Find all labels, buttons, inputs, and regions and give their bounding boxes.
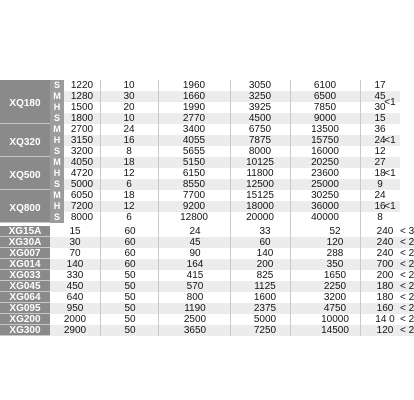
data-cell: 50 xyxy=(100,281,160,292)
data-cell: 45 xyxy=(160,237,230,248)
data-cell: 10000 xyxy=(300,314,370,325)
data-cell: 23600 xyxy=(290,168,360,179)
data-cell: 6050 xyxy=(64,190,100,201)
data-cell: 3250 xyxy=(230,91,290,102)
data-cell: 4720 xyxy=(64,168,100,179)
data-cell: 350 xyxy=(300,259,370,270)
data-cell: 2700 xyxy=(64,124,100,135)
data-cell: 5000 xyxy=(64,179,100,190)
model-label: XG064 xyxy=(0,292,50,303)
data-cell: 5000 xyxy=(230,314,300,325)
data-cell: 164 xyxy=(160,259,230,270)
data-cell: < 2 xyxy=(400,303,414,314)
data-cell: 12 xyxy=(100,201,158,212)
data-cell: 800 xyxy=(160,292,230,303)
data-cell: 40000 xyxy=(290,212,360,223)
column-rule xyxy=(100,80,101,336)
data-cell: 8000 xyxy=(230,146,290,157)
data-cell: 3650 xyxy=(160,325,230,336)
model-label: XQ180 xyxy=(0,80,50,124)
data-cell: 330 xyxy=(50,270,100,281)
data-cell: 7250 xyxy=(230,325,300,336)
model-label: XG300 xyxy=(0,325,50,336)
data-cell: 1990 xyxy=(158,102,230,113)
data-cell: 16 xyxy=(360,201,400,212)
data-cell: 4750 xyxy=(300,303,370,314)
data-cell: 16000 xyxy=(290,146,360,157)
model-label: XQ500 xyxy=(0,157,50,190)
data-cell: 14500 xyxy=(300,325,370,336)
data-cell: 3150 xyxy=(64,135,100,146)
data-cell: 14 0 xyxy=(370,314,400,325)
data-cell: 240 xyxy=(370,248,400,259)
type-letter: S xyxy=(50,80,64,91)
data-cell: 10 xyxy=(100,80,158,91)
type-letter: M xyxy=(50,157,64,168)
data-cell: 9000 xyxy=(290,113,360,124)
model-label: XQ800 xyxy=(0,190,50,223)
data-cell: 4050 xyxy=(64,157,100,168)
data-cell: 2900 xyxy=(50,325,100,336)
data-cell: 50 xyxy=(100,270,160,281)
data-cell: < 2 xyxy=(400,259,414,270)
column-rule xyxy=(230,80,231,336)
type-letter: H xyxy=(50,135,64,146)
data-cell: 60 xyxy=(100,248,160,259)
model-label: XG045 xyxy=(0,281,50,292)
data-cell: 90 xyxy=(160,248,230,259)
data-cell: 24 xyxy=(360,190,400,201)
data-cell: 4055 xyxy=(158,135,230,146)
data-cell: 12500 xyxy=(230,179,290,190)
data-cell: 2770 xyxy=(158,113,230,124)
data-cell: 60 xyxy=(100,237,160,248)
data-cell: 2250 xyxy=(300,281,370,292)
model-label: XG200 xyxy=(0,314,50,325)
data-cell: 70 xyxy=(50,248,100,259)
data-cell: 950 xyxy=(50,303,100,314)
data-cell: 640 xyxy=(50,292,100,303)
data-cell: 1960 xyxy=(158,80,230,91)
data-cell: 6 xyxy=(100,212,158,223)
data-cell: 6100 xyxy=(290,80,360,91)
data-cell: 5655 xyxy=(158,146,230,157)
data-cell: 1650 xyxy=(300,270,370,281)
data-cell: 180 xyxy=(370,292,400,303)
type-letter: M xyxy=(50,91,64,102)
data-cell: 160 xyxy=(370,303,400,314)
data-cell: 12 xyxy=(100,168,158,179)
data-cell: 7850 xyxy=(290,102,360,113)
data-cell: 24 xyxy=(360,135,400,146)
data-cell: 8000 xyxy=(64,212,100,223)
data-cell: 27 xyxy=(360,157,400,168)
data-cell: 6750 xyxy=(230,124,290,135)
data-cell: 50 xyxy=(100,325,160,336)
data-cell: < 2 xyxy=(400,270,414,281)
data-cell: < 2 xyxy=(400,248,414,259)
data-cell: < 2 xyxy=(400,292,414,303)
data-cell: < 2 xyxy=(400,237,414,248)
data-cell: 15750 xyxy=(290,135,360,146)
type-letter: S xyxy=(50,113,64,124)
data-cell: 288 xyxy=(300,248,370,259)
data-cell: 5150 xyxy=(158,157,230,168)
data-cell: 7700 xyxy=(158,190,230,201)
data-cell: 4500 xyxy=(230,113,290,124)
data-cell: 8 xyxy=(360,212,400,223)
column-rule xyxy=(290,80,291,336)
data-cell: 18 xyxy=(100,190,158,201)
data-cell: < 2 xyxy=(400,325,414,336)
data-cell: 18000 xyxy=(230,201,290,212)
data-cell: 140 xyxy=(50,259,100,270)
data-cell: 450 xyxy=(50,281,100,292)
data-cell: 415 xyxy=(160,270,230,281)
data-cell: 9 xyxy=(360,179,400,190)
data-cell: 9200 xyxy=(158,201,230,212)
data-cell: 60 xyxy=(100,226,160,237)
model-label: XG15A xyxy=(0,226,50,237)
model-label: XG014 xyxy=(0,259,50,270)
data-cell: 3050 xyxy=(230,80,290,91)
data-cell: 140 xyxy=(230,248,300,259)
data-cell: 24 xyxy=(160,226,230,237)
type-letter: S xyxy=(50,179,64,190)
model-label: XQ320 xyxy=(0,124,50,157)
tolerance-cell: <1 xyxy=(384,135,396,146)
tolerance-cell: <1 xyxy=(384,201,396,212)
data-cell: 7875 xyxy=(230,135,290,146)
data-cell: 52 xyxy=(300,226,370,237)
data-cell: 1280 xyxy=(64,91,100,102)
type-letter: H xyxy=(50,168,64,179)
data-cell: 700 xyxy=(370,259,400,270)
data-cell: 8550 xyxy=(158,179,230,190)
data-cell: 45 xyxy=(360,91,400,102)
data-cell: 33 xyxy=(230,226,300,237)
data-cell: 12 xyxy=(360,146,400,157)
data-cell: 7200 xyxy=(64,201,100,212)
data-cell: 200 xyxy=(230,259,300,270)
data-cell: 2375 xyxy=(230,303,300,314)
data-cell: 18 xyxy=(360,168,400,179)
data-cell: 200 xyxy=(370,270,400,281)
data-cell: 30250 xyxy=(290,190,360,201)
data-cell: 570 xyxy=(160,281,230,292)
column-rule xyxy=(158,80,159,336)
data-cell: 120 xyxy=(300,237,370,248)
data-cell: 1660 xyxy=(158,91,230,102)
type-letter: S xyxy=(50,146,64,157)
data-cell: 20 xyxy=(100,102,158,113)
data-cell: 20250 xyxy=(290,157,360,168)
data-cell: 60 xyxy=(230,237,300,248)
data-cell: 240 xyxy=(370,237,400,248)
data-cell: 1600 xyxy=(230,292,300,303)
data-cell: < 2 xyxy=(400,314,414,325)
data-cell: 13500 xyxy=(290,124,360,135)
data-cell: 15 xyxy=(360,113,400,124)
data-cell: 50 xyxy=(100,314,160,325)
type-letter: H xyxy=(50,201,64,212)
data-cell: 12800 xyxy=(158,212,230,223)
data-cell: 3200 xyxy=(64,146,100,157)
data-cell: 36000 xyxy=(290,201,360,212)
model-label: XG007 xyxy=(0,248,50,259)
model-label: XG033 xyxy=(0,270,50,281)
data-cell: 30 xyxy=(50,237,100,248)
data-cell: 16 xyxy=(100,135,158,146)
data-cell: 2500 xyxy=(160,314,230,325)
tolerance-cell: <1 xyxy=(384,97,396,108)
data-cell: 3925 xyxy=(230,102,290,113)
data-cell: 60 xyxy=(100,259,160,270)
data-cell: 17 xyxy=(360,80,400,91)
data-cell: 6500 xyxy=(290,91,360,102)
column-rule xyxy=(360,80,361,336)
data-cell: 2000 xyxy=(50,314,100,325)
type-letter: M xyxy=(50,190,64,201)
data-cell: 1190 xyxy=(160,303,230,314)
data-cell: < 2 xyxy=(400,281,414,292)
data-cell: 3400 xyxy=(158,124,230,135)
type-letter: S xyxy=(50,212,64,223)
data-cell: 10125 xyxy=(230,157,290,168)
data-cell: 30 xyxy=(360,102,400,113)
data-cell: 10 xyxy=(100,113,158,124)
data-cell: 1125 xyxy=(230,281,300,292)
data-cell: 6 xyxy=(100,179,158,190)
data-cell: 30 xyxy=(100,91,158,102)
model-label: XG095 xyxy=(0,303,50,314)
data-cell: 20000 xyxy=(230,212,290,223)
data-cell: 180 xyxy=(370,281,400,292)
data-cell: 15125 xyxy=(230,190,290,201)
data-cell: 8 xyxy=(100,146,158,157)
data-cell: 1500 xyxy=(64,102,100,113)
data-cell: 50 xyxy=(100,303,160,314)
data-cell: 3200 xyxy=(300,292,370,303)
data-cell: 50 xyxy=(100,292,160,303)
data-cell: 15 xyxy=(50,226,100,237)
data-cell: 1220 xyxy=(64,80,100,91)
data-cell: 1800 xyxy=(64,113,100,124)
data-cell: 120 xyxy=(370,325,400,336)
data-cell: 18 xyxy=(100,157,158,168)
model-label: XG30A xyxy=(0,237,50,248)
type-letter: H xyxy=(50,102,64,113)
data-cell: 11800 xyxy=(230,168,290,179)
data-cell: 6150 xyxy=(158,168,230,179)
data-cell: 24 xyxy=(100,124,158,135)
type-letter: M xyxy=(50,124,64,135)
tolerance-cell: <1 xyxy=(384,168,396,179)
data-cell: 825 xyxy=(230,270,300,281)
data-cell: 240 xyxy=(370,226,400,237)
data-cell: < 3 xyxy=(400,226,414,237)
data-cell: 36 xyxy=(360,124,400,135)
data-cell: 25000 xyxy=(290,179,360,190)
